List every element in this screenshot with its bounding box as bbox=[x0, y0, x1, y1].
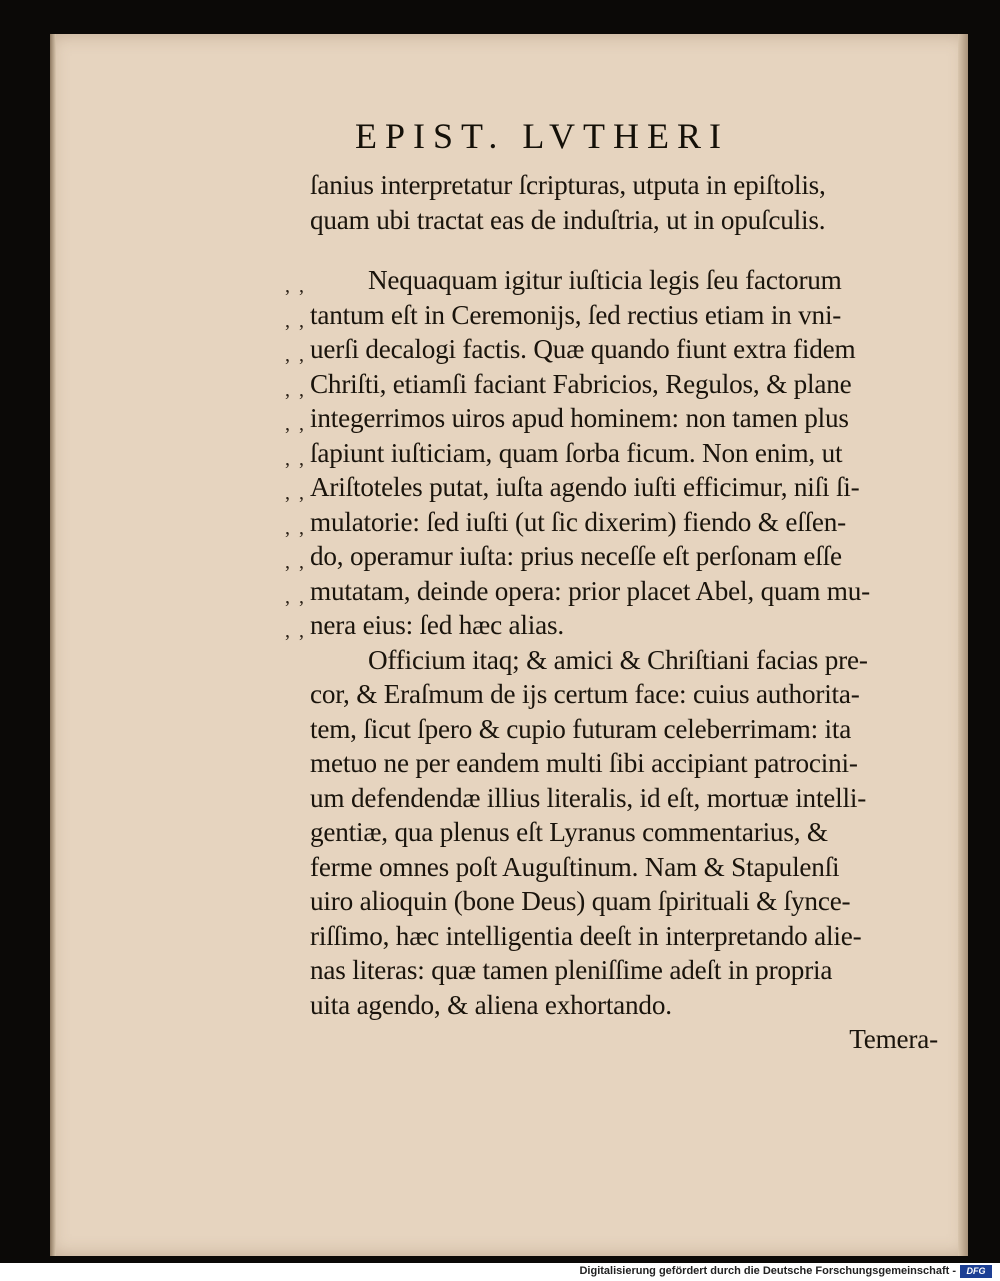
line-text: Temera- bbox=[849, 1024, 938, 1054]
footer-credit: Digitalisierung gefördert durch die Deutsche Forschungsgemeinschaft - bbox=[579, 1265, 956, 1277]
text-line bbox=[285, 436, 950, 471]
text-line bbox=[310, 677, 950, 712]
quotation-mark: , , bbox=[285, 309, 306, 332]
quotation-mark: , , bbox=[285, 275, 306, 297]
line-text: um defendendæ illius literalis, id eſt, mortuæ intelli- bbox=[310, 782, 867, 813]
paragraph-gap bbox=[310, 237, 950, 263]
text-line bbox=[285, 401, 950, 436]
quotation-mark: , , bbox=[285, 620, 306, 642]
line-text: Officium itaq; & amici & Chriſtiani facias pre- bbox=[368, 644, 868, 675]
line-text: uerſi decalogi factis. Quæ quando fiunt extra fidem bbox=[310, 334, 856, 364]
line-text: nera eius: ſed hæc alias. bbox=[310, 610, 564, 640]
text-line bbox=[285, 608, 950, 643]
line-text: uiro alioquin (bone Deus) quam ſpirituali & ſynce- bbox=[310, 886, 851, 916]
quotation-mark: , , bbox=[285, 378, 306, 401]
body-text bbox=[285, 168, 950, 1057]
line-text: integerrimos uiros apud hominem: non tamen plus bbox=[310, 403, 849, 433]
quotation-mark: , , bbox=[285, 551, 306, 573]
page-edge-left bbox=[50, 34, 56, 1256]
line-text: gentiæ, qua plenus eſt Lyranus commentarius, & bbox=[310, 817, 828, 847]
line-text: Chriſti, etiamſi faciant Fabricios, Regulos, & plane bbox=[310, 368, 852, 399]
line-text: nas literas: quæ tamen pleniſſime adeſt in propria bbox=[310, 955, 833, 985]
text-line bbox=[310, 203, 950, 238]
line-text: riſſimo, hæc intelligentia deeſt in interpretando alie- bbox=[310, 920, 862, 951]
text-line bbox=[310, 850, 950, 885]
line-text: mutatam, deinde opera: prior placet Abel, quam mu- bbox=[310, 575, 870, 606]
quotation-mark: , , bbox=[285, 585, 306, 608]
dfg-logo: DFG bbox=[960, 1265, 992, 1278]
text-line bbox=[310, 168, 950, 203]
page-edge-right bbox=[958, 34, 968, 1256]
line-text: cor, & Eraſmum de ijs certum face: cuius authorita- bbox=[310, 679, 860, 709]
line-text: uita agendo, & aliena exhortando. bbox=[310, 989, 672, 1020]
text-line bbox=[310, 815, 950, 850]
text-line bbox=[285, 263, 950, 298]
text-line bbox=[285, 505, 950, 540]
line-text: tantum eſt in Ceremonijs, ſed rectius etiam in vni- bbox=[310, 299, 842, 330]
text-line bbox=[285, 367, 950, 402]
line-text: do, operamur iuſta: prius neceſſe eſt perſonam eſſe bbox=[310, 541, 842, 571]
line-text: ſanius interpretatur ſcripturas, utputa in epiſtolis, bbox=[310, 170, 826, 200]
running-header: EPIST. LVTHERI bbox=[355, 116, 730, 156]
text-line bbox=[285, 298, 950, 333]
text-line bbox=[285, 470, 950, 505]
quotation-mark: , , bbox=[285, 344, 306, 366]
line-text: ferme omnes poſt Auguſtinum. Nam & Stapulenſi bbox=[310, 851, 840, 882]
text-line bbox=[285, 574, 950, 609]
text-line bbox=[285, 332, 950, 367]
line-text: metuo ne per eandem multi ſibi accipiant patrocini- bbox=[310, 748, 858, 778]
text-line bbox=[310, 884, 950, 919]
line-text: quam ubi tractat eas de induſtria, ut in opuſculis. bbox=[310, 204, 826, 235]
text-line bbox=[310, 781, 950, 816]
quotation-mark: , , bbox=[285, 413, 306, 435]
quotation-mark: , , bbox=[285, 482, 306, 504]
text-line bbox=[310, 919, 950, 954]
text-line bbox=[310, 988, 950, 1023]
quotation-mark: , , bbox=[285, 516, 306, 539]
text-line bbox=[310, 643, 950, 678]
catchword bbox=[310, 1022, 950, 1057]
text-line bbox=[285, 539, 950, 574]
text-line bbox=[310, 953, 950, 988]
line-text: mulatorie: ſed iuſti (ut ſic dixerim) fiendo & eſſen- bbox=[310, 506, 847, 537]
quotation-mark: , , bbox=[285, 447, 306, 470]
line-text: tem, ſicut ſpero & cupio futuram celeberrimam: ita bbox=[310, 713, 852, 744]
text-line bbox=[310, 746, 950, 781]
text-line bbox=[310, 712, 950, 747]
line-text: ſapiunt iuſticiam, quam ſorba ficum. Non enim, ut bbox=[310, 437, 843, 468]
line-text: Ariſtoteles putat, iuſta agendo iuſti efficimur, niſi ſi- bbox=[310, 472, 860, 502]
line-text: Nequaquam igitur iuſticia legis ſeu factorum bbox=[368, 265, 842, 295]
